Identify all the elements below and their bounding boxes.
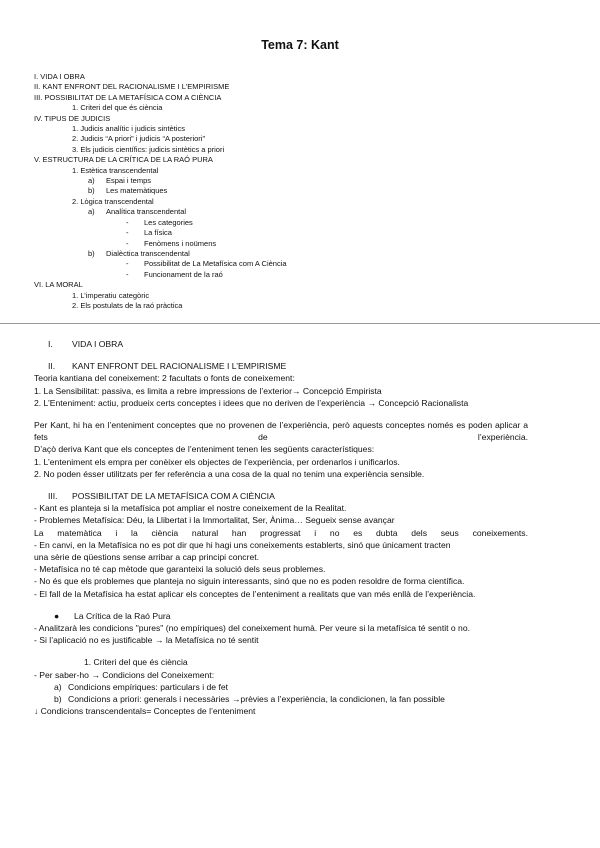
toc-item: - La física — [126, 228, 172, 238]
text-line: Teoria kantiana del coneixement: 2 facultats o fonts de coneixement: — [34, 373, 295, 384]
toc-item: 2. Judicis “A priori” i judicis “A posteriori” — [72, 134, 205, 144]
text-line: - Per saber-ho → Condicions del Coneixement: — [34, 669, 215, 680]
toc-item: 2. Els postulats de la raó pràctica — [72, 300, 183, 310]
bullet-icon: ● — [54, 610, 60, 621]
text-line: una sèrie de qüestions sense arribar a cap principi concret. — [34, 552, 259, 563]
toc-item: V. ESTRUCTURA DE LA CRÍTICA DE LA RAÓ PURA — [34, 155, 213, 165]
list-item: b) Condicions a priori: generals i necessàries →prèvies a l’experiència, la condicionen, la fan possible — [54, 694, 445, 705]
text-line: - Kant es planteja si la metafísica pot ampliar el nostre coneixement de la Realitat. — [34, 503, 347, 514]
divider — [0, 323, 600, 324]
toc-item: III. POSSIBILITAT DE LA METAFÍSICA COM A CIÈNCIA — [34, 92, 222, 102]
toc-item: 1. Judicis analític i judicis sintètics — [72, 124, 185, 134]
toc-item: b) Les matemàtiques — [88, 186, 168, 196]
toc-item: 1. Estètica transcendental — [72, 165, 159, 175]
paragraph: La matemàtica i la ciència natural han progressat i no es dubta dels seus coneixements. — [34, 527, 528, 538]
text-line: ↓ Condicions transcendentals= Conceptes de l’enteniment — [34, 706, 256, 717]
paragraph: Per Kant, hi ha en l’enteniment conceptes que no provenen de l’experiència, però aquests conceptes només es poden aplicar a fets de l’experiència. — [34, 420, 528, 443]
subsection-heading: 1. Criteri del que és ciència — [84, 657, 188, 668]
text-line: D’açò deriva Kant que els conceptes de l’enteniment tenen les següents característiques: — [34, 444, 375, 455]
text-line: - Problemes Metafísica: Déu, la Llibertat i la Immortalitat, Ser, Ànima… Segueix sense avançar — [34, 515, 395, 526]
toc-item: - Funcionament de la raó — [126, 269, 223, 279]
toc-item: - Les categories — [126, 217, 193, 227]
toc-item: 1. L’imperatiu categòric — [72, 290, 150, 300]
toc-item: VI. LA MORAL — [34, 280, 83, 290]
toc-item: 2. Lògica transcendental — [72, 196, 154, 206]
text-line: - No és que els problemes que planteja no siguin interessants, sinó que no es poden resoldre de forma científica. — [34, 576, 465, 587]
toc-item: 3. Els judicis científics: judicis sintètics a priori — [72, 144, 225, 154]
section-heading-2: II. KANT ENFRONT DEL RACIONALISME I L’EMPIRISME — [48, 361, 287, 372]
text-line: 1. L’enteniment els empra per conèixer els objectes de l’experiència, per ordenarlos i unificarlos. — [34, 456, 400, 467]
text-line: 2. L’Enteniment: actiu, produeix certs conceptes i idees que no deriven de l’experiència → Concepció Racionalista — [34, 397, 469, 408]
toc-item: IV. TIPUS DE JUDICIS — [34, 113, 111, 123]
text-line: 1. La Sensibilitat: passiva, es limita a rebre impressions de l’exterior→ Concepció Empirista — [34, 385, 382, 396]
section-heading-1: I. VIDA I OBRA — [48, 339, 124, 349]
text-line: - El fall de la Metafísica ha estat aplicar els conceptes de l’enteniment a realitats que van més enllà de l’experiència. — [34, 588, 476, 599]
list-item: a) Condicions empíriques: particulars i de fet — [54, 681, 229, 692]
section-heading-3: III. POSSIBILITAT DE LA METAFÍSICA COM A CIÈNCIA — [48, 491, 275, 502]
critica-heading: ● La Crítica de la Raó Pura — [54, 610, 171, 621]
table-of-contents — [34, 72, 287, 311]
text-line: - En canvi, en la Metafísica no es pot dir que hi hagi uns coneixements establerts, sinó que únicament tracten — [34, 539, 451, 550]
text-line: - Metafísica no té cap mètode que garanteixi la solució dels seus problemes. — [34, 564, 326, 575]
toc-item: 1. Criteri del que és ciència — [72, 103, 163, 113]
page-title: Tema 7: Kant — [261, 38, 339, 52]
text-line: - Analitzarà les condicions "pures" (no empíriques) del coneixement humà. Per veure si la metafísica té sentit o no. — [34, 623, 471, 634]
document-body — [34, 338, 574, 717]
text-line: - Si l’aplicació no es justificable → la Metafísica no té sentit — [34, 635, 259, 646]
toc-item: a) Analítica transcendental — [88, 207, 187, 217]
toc-item: I. VIDA I OBRA — [34, 72, 85, 81]
toc-item: - Fenòmens i noümens — [126, 238, 217, 248]
toc-item: - Possibilitat de La Metafísica com A Ciència — [126, 259, 287, 269]
toc-item: II. KANT ENFRONT DEL RACIONALISME I L’EMPIRISME — [34, 82, 230, 92]
toc-item: b) Dialèctica transcendental — [88, 248, 190, 258]
text-line: 2. No poden ésser utilitzats per fer referència a una cosa de la qual no tenim una experiència sensible. — [34, 468, 425, 479]
toc-item: a) Espai i temps — [88, 176, 152, 186]
